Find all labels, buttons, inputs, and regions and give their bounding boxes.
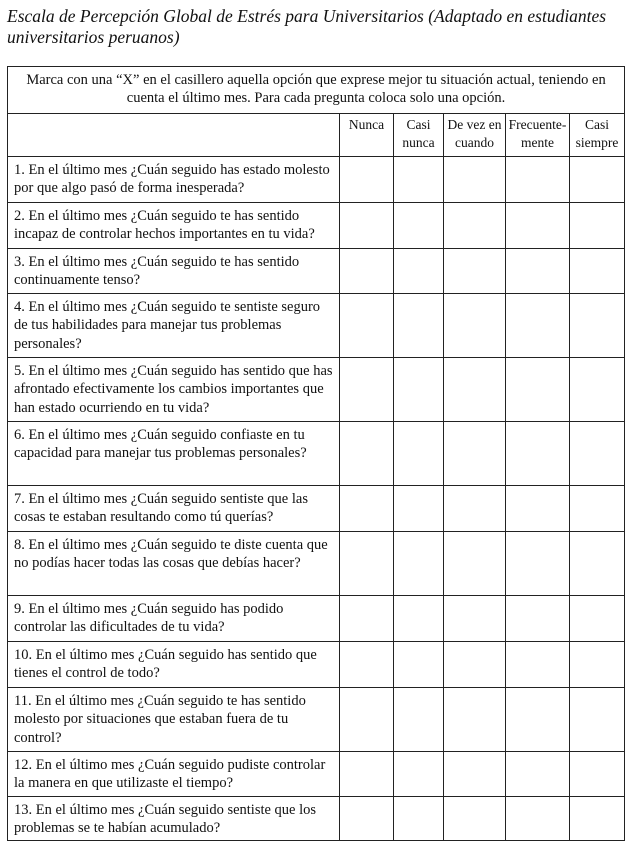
- table-row: [8, 797, 625, 841]
- answer-cell-casi-nunca[interactable]: [394, 752, 444, 797]
- answer-cell-casi-nunca[interactable]: [394, 294, 444, 358]
- answer-cell-de-vez-en-cuando[interactable]: [444, 642, 506, 688]
- answer-cell-de-vez-en-cuando[interactable]: [444, 203, 506, 249]
- question-text: 13. En el último mes ¿Cuán seguido sentiste que los problemas se te habían acumulado?: [8, 797, 340, 841]
- table-row: [8, 294, 625, 358]
- answer-cell-de-vez-en-cuando[interactable]: [444, 532, 506, 596]
- answer-cell-nunca[interactable]: [340, 249, 394, 294]
- answer-cell-de-vez-en-cuando[interactable]: [444, 688, 506, 752]
- answer-cell-casi-siempre[interactable]: [570, 688, 625, 752]
- table-row: [8, 486, 625, 532]
- options-header-row: [8, 114, 625, 157]
- answer-cell-frecuentemente[interactable]: [506, 642, 570, 688]
- stress-scale-table: [7, 66, 625, 841]
- question-text: 7. En el último mes ¿Cuán seguido sentiste que las cosas te estaban resultando como tú querías?: [8, 486, 340, 532]
- question-text: 6. En el último mes ¿Cuán seguido confiaste en tu capacidad para manejar tus problemas personales?: [8, 422, 340, 486]
- answer-cell-casi-siempre[interactable]: [570, 249, 625, 294]
- instructions: Marca con una “X” en el casillero aquella opción que exprese mejor tu situación actual, teniendo en cuenta el último mes. Para cada pregunta coloca solo una opción.: [8, 67, 625, 114]
- answer-cell-nunca[interactable]: [340, 532, 394, 596]
- answer-cell-casi-siempre[interactable]: [570, 642, 625, 688]
- answer-cell-casi-nunca[interactable]: [394, 422, 444, 486]
- table-row: [8, 532, 625, 596]
- table-row: [8, 688, 625, 752]
- answer-cell-nunca[interactable]: [340, 157, 394, 203]
- question-text: 5. En el último mes ¿Cuán seguido has sentido que has afrontado efectivamente los cambios importantes que han estado ocurriendo en tu vida?: [8, 358, 340, 422]
- answer-cell-frecuentemente[interactable]: [506, 249, 570, 294]
- answer-cell-de-vez-en-cuando[interactable]: [444, 486, 506, 532]
- question-text: 3. En el último mes ¿Cuán seguido te has sentido continuamente tenso?: [8, 249, 340, 294]
- question-text: 9. En el último mes ¿Cuán seguido has podido controlar las dificultades de tu vida?: [8, 596, 340, 642]
- answer-cell-casi-nunca[interactable]: [394, 688, 444, 752]
- answer-cell-casi-siempre[interactable]: [570, 294, 625, 358]
- answer-cell-nunca[interactable]: [340, 486, 394, 532]
- answer-cell-nunca[interactable]: [340, 752, 394, 797]
- table-row: [8, 642, 625, 688]
- table-row: [8, 157, 625, 203]
- answer-cell-casi-siempre[interactable]: [570, 486, 625, 532]
- table-row: [8, 249, 625, 294]
- answer-cell-nunca[interactable]: [340, 294, 394, 358]
- answer-cell-frecuentemente[interactable]: [506, 532, 570, 596]
- answer-cell-de-vez-en-cuando[interactable]: [444, 797, 506, 841]
- answer-cell-casi-siempre[interactable]: [570, 752, 625, 797]
- answer-cell-de-vez-en-cuando[interactable]: [444, 752, 506, 797]
- option-header-casi-nunca: Casi nunca: [394, 114, 444, 157]
- answer-cell-casi-nunca[interactable]: [394, 642, 444, 688]
- question-text: 10. En el último mes ¿Cuán seguido has sentido que tienes el control de todo?: [8, 642, 340, 688]
- answer-cell-frecuentemente[interactable]: [506, 294, 570, 358]
- answer-cell-frecuentemente[interactable]: [506, 157, 570, 203]
- answer-cell-casi-siempre[interactable]: [570, 157, 625, 203]
- answer-cell-frecuentemente[interactable]: [506, 422, 570, 486]
- answer-cell-casi-siempre[interactable]: [570, 358, 625, 422]
- answer-cell-casi-nunca[interactable]: [394, 797, 444, 841]
- answer-cell-nunca[interactable]: [340, 642, 394, 688]
- answer-cell-casi-nunca[interactable]: [394, 486, 444, 532]
- table-row: [8, 752, 625, 797]
- answer-cell-casi-siempre[interactable]: [570, 532, 625, 596]
- table-row: [8, 422, 625, 486]
- answer-cell-casi-siempre[interactable]: [570, 203, 625, 249]
- answer-cell-frecuentemente[interactable]: [506, 688, 570, 752]
- answer-cell-nunca[interactable]: [340, 358, 394, 422]
- page-title: Escala de Percepción Global de Estrés para Universitarios (Adaptado en estudiantes universitarios peruanos): [7, 6, 607, 47]
- answer-cell-casi-nunca[interactable]: [394, 358, 444, 422]
- answer-cell-frecuentemente[interactable]: [506, 596, 570, 642]
- answer-cell-casi-nunca[interactable]: [394, 203, 444, 249]
- question-text: 4. En el último mes ¿Cuán seguido te sentiste seguro de tus habilidades para manejar tus problemas personales?: [8, 294, 340, 358]
- answer-cell-casi-siempre[interactable]: [570, 797, 625, 841]
- answer-cell-de-vez-en-cuando[interactable]: [444, 358, 506, 422]
- option-header-frecuentemente: Frecuente-mente: [506, 114, 570, 157]
- answer-cell-nunca[interactable]: [340, 596, 394, 642]
- question-text: 12. En el último mes ¿Cuán seguido pudiste controlar la manera en que utilizaste el tiempo?: [8, 752, 340, 797]
- answer-cell-de-vez-en-cuando[interactable]: [444, 157, 506, 203]
- answer-cell-nunca[interactable]: [340, 422, 394, 486]
- option-header-nunca: Nunca: [340, 114, 394, 157]
- answer-cell-casi-nunca[interactable]: [394, 596, 444, 642]
- table-row: [8, 203, 625, 249]
- answer-cell-casi-nunca[interactable]: [394, 532, 444, 596]
- answer-cell-frecuentemente[interactable]: [506, 358, 570, 422]
- option-header-de-vez-en-cuando: De vez en cuando: [444, 114, 506, 157]
- answer-cell-de-vez-en-cuando[interactable]: [444, 422, 506, 486]
- answer-cell-frecuentemente[interactable]: [506, 203, 570, 249]
- question-text: 8. En el último mes ¿Cuán seguido te diste cuenta que no podías hacer todas las cosas que debías hacer?: [8, 532, 340, 596]
- question-text: 1. En el último mes ¿Cuán seguido has estado molesto por que algo pasó de forma inesperada?: [8, 157, 340, 203]
- answer-cell-de-vez-en-cuando[interactable]: [444, 294, 506, 358]
- answer-cell-nunca[interactable]: [340, 203, 394, 249]
- answer-cell-casi-siempre[interactable]: [570, 596, 625, 642]
- table-row: [8, 596, 625, 642]
- answer-cell-frecuentemente[interactable]: [506, 797, 570, 841]
- answer-cell-nunca[interactable]: [340, 688, 394, 752]
- answer-cell-casi-nunca[interactable]: [394, 157, 444, 203]
- answer-cell-de-vez-en-cuando[interactable]: [444, 249, 506, 294]
- answer-cell-frecuentemente[interactable]: [506, 486, 570, 532]
- question-text: 2. En el último mes ¿Cuán seguido te has sentido incapaz de controlar hechos importantes en tu vida?: [8, 203, 340, 249]
- answer-cell-casi-nunca[interactable]: [394, 249, 444, 294]
- answer-cell-casi-siempre[interactable]: [570, 422, 625, 486]
- question-text: 11. En el último mes ¿Cuán seguido te has sentido molesto por situaciones que estaban fuera de tu control?: [8, 688, 340, 752]
- option-header-casi-siempre: Casi siempre: [570, 114, 625, 157]
- answer-cell-nunca[interactable]: [340, 797, 394, 841]
- answer-cell-frecuentemente[interactable]: [506, 752, 570, 797]
- answer-cell-de-vez-en-cuando[interactable]: [444, 596, 506, 642]
- table-row: [8, 358, 625, 422]
- question-column-header: [8, 114, 340, 157]
